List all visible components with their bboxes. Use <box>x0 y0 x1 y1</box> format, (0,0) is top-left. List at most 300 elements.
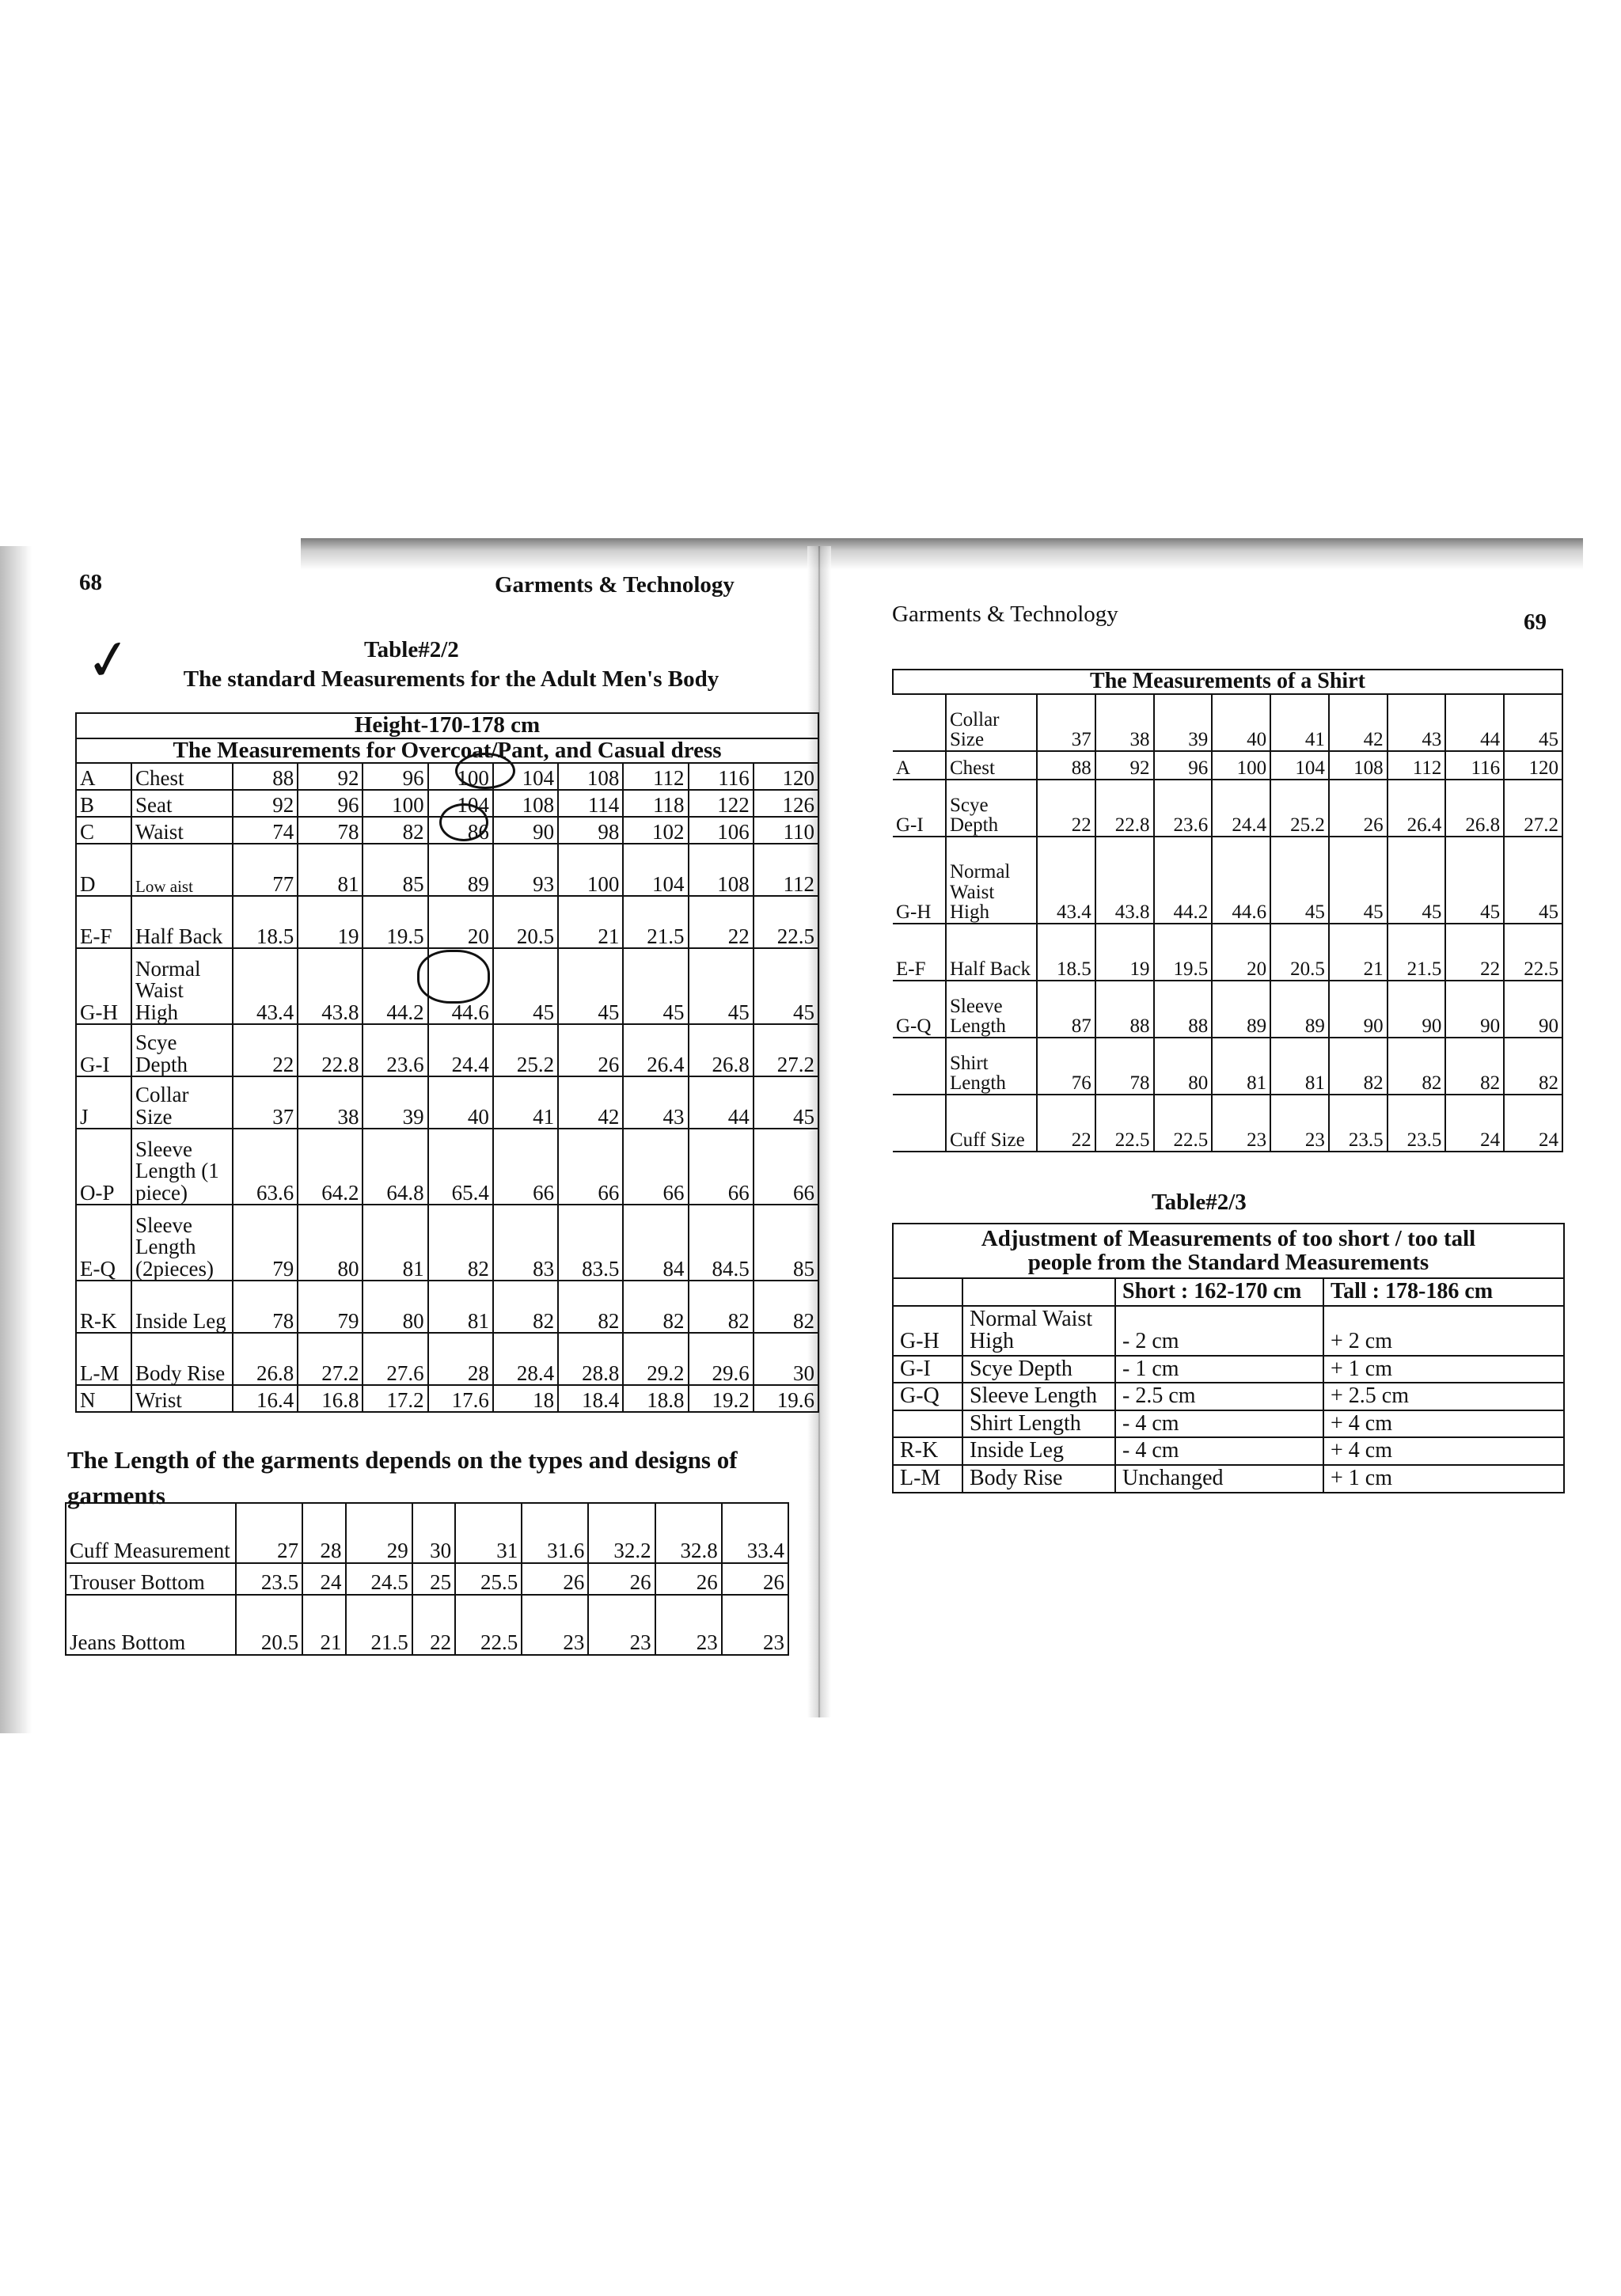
page-number: 69 <box>1524 609 1547 635</box>
table-title: The standard Measurements for the Adult Men's Body <box>183 666 719 692</box>
table-cell: 38 <box>1095 694 1154 751</box>
table-cell: 45 <box>1445 837 1504 924</box>
tall-adjustment: + 1 cm <box>1323 1465 1564 1493</box>
table-cell: 100 <box>1212 751 1270 780</box>
row-label: Sleeve Length <box>962 1383 1115 1410</box>
table-cell: 23.6 <box>363 1024 427 1076</box>
table-cell: 74 <box>233 817 298 844</box>
adj-table-title: Adjustment of Measurements of too short / too tall people from the Standard Measurements <box>893 1224 1564 1278</box>
table-cell: 18.8 <box>623 1385 688 1412</box>
scan-edge-shadow <box>0 546 32 1733</box>
table-row <box>76 1129 818 1205</box>
table-row <box>893 1437 1564 1465</box>
table-cell: 90 <box>1329 981 1388 1038</box>
table-cell: 45 <box>1388 837 1446 924</box>
table-row <box>66 1595 788 1655</box>
row-code: O-P <box>76 1129 131 1205</box>
row-code: D <box>76 844 131 896</box>
table-cell: 45 <box>1504 837 1562 924</box>
table-cell: 28.8 <box>558 1333 623 1385</box>
row-label: Collar Size <box>946 694 1037 751</box>
table-cell: 92 <box>233 790 298 817</box>
table-row <box>893 751 1562 780</box>
circle-annotation <box>455 753 515 789</box>
table-cell: 82 <box>1388 1038 1446 1095</box>
table-cell: 44.6 <box>1212 837 1270 924</box>
table-row <box>893 1356 1564 1383</box>
tall-adjustment: + 4 cm <box>1323 1437 1564 1465</box>
garment-length-table <box>65 1502 789 1656</box>
tall-adjustment: + 2.5 cm <box>1323 1383 1564 1410</box>
table-cell: 93 <box>493 844 558 896</box>
row-code <box>893 694 946 751</box>
table-cell: 31 <box>455 1503 522 1563</box>
table-cell: 114 <box>558 790 623 817</box>
table-cell: 32.8 <box>655 1503 722 1563</box>
table-cell: 84 <box>623 1205 688 1281</box>
table-cell: 22.5 <box>455 1595 522 1655</box>
row-code: E-F <box>76 896 131 948</box>
table-row <box>893 1306 1564 1356</box>
table-cell: 24 <box>302 1563 345 1595</box>
table-cell: 20.5 <box>1270 924 1329 981</box>
table-cell: 88 <box>1037 751 1095 780</box>
height-line: Height-170-178 cm <box>76 713 818 738</box>
running-head: Garments & Technology <box>495 572 735 598</box>
length-note: The Length of the garments depends on the types and designs of garments <box>67 1446 738 1509</box>
table-cell: 88 <box>233 763 298 790</box>
table-cell: 104 <box>428 790 493 817</box>
table-cell: 22 <box>689 896 754 948</box>
table-cell: 83 <box>493 1205 558 1281</box>
short-adjustment: - 1 cm <box>1115 1356 1323 1383</box>
table-cell: 21.5 <box>623 896 688 948</box>
table-cell: 43.4 <box>233 948 298 1024</box>
row-code: G-I <box>893 1356 962 1383</box>
row-label: Normal Waist High <box>131 948 233 1024</box>
table-row <box>893 837 1562 924</box>
table-cell: 26.8 <box>1445 780 1504 837</box>
table-cell: 88 <box>1095 981 1154 1038</box>
table-cell: 18.5 <box>1037 924 1095 981</box>
table-cell: 89 <box>1270 981 1329 1038</box>
table-cell: 104 <box>493 763 558 790</box>
table-cell: 66 <box>493 1129 558 1205</box>
table-cell: 42 <box>558 1076 623 1129</box>
table-cell: 29.6 <box>689 1333 754 1385</box>
row-code: R-K <box>76 1281 131 1333</box>
table-cell: 112 <box>754 844 818 896</box>
row-code: R-K <box>893 1437 962 1465</box>
table-cell: 45 <box>1270 837 1329 924</box>
table-cell: 23.5 <box>1388 1095 1446 1152</box>
row-label: Scye Depth <box>946 780 1037 837</box>
row-label: Trouser Bottom <box>66 1563 236 1595</box>
table-cell: 96 <box>363 763 427 790</box>
row-label: Seat <box>131 790 233 817</box>
table-cell: 31.6 <box>522 1503 588 1563</box>
table-cell: 23 <box>1212 1095 1270 1152</box>
table-cell: 25 <box>412 1563 455 1595</box>
table-cell: 23 <box>722 1595 788 1655</box>
table-cell: 21.5 <box>1388 924 1446 981</box>
table-cell: 27 <box>236 1503 302 1563</box>
row-code: L-M <box>893 1465 962 1493</box>
table-cell: 24.4 <box>428 1024 493 1076</box>
row-label: Scye Depth <box>962 1356 1115 1383</box>
table-cell: 26 <box>588 1563 655 1595</box>
table-row <box>76 1281 818 1333</box>
table-cell: 112 <box>1388 751 1446 780</box>
row-code: E-Q <box>76 1205 131 1281</box>
table-cell: 45 <box>558 948 623 1024</box>
short-adjustment: - 2 cm <box>1115 1306 1323 1356</box>
row-label: Shirt Length <box>946 1038 1037 1095</box>
table-label: Table#2/2 <box>364 637 459 662</box>
table-cell: 21.5 <box>346 1595 412 1655</box>
table-cell: 43 <box>1388 694 1446 751</box>
table-cell: 118 <box>623 790 688 817</box>
table-cell: 86 <box>428 817 493 844</box>
row-label: Scye Depth <box>131 1024 233 1076</box>
table-cell: 96 <box>298 790 363 817</box>
table-cell: 82 <box>689 1281 754 1333</box>
row-code: G-Q <box>893 981 946 1038</box>
row-code <box>893 1095 946 1152</box>
table-cell: 106 <box>689 817 754 844</box>
table-cell: 90 <box>1445 981 1504 1038</box>
table-cell: 44.6 <box>428 948 493 1024</box>
row-code: G-Q <box>893 1383 962 1410</box>
table-subtitle: The Measurements for Overcoat/Pant, and Casual dress <box>76 738 818 764</box>
row-code <box>893 1410 962 1438</box>
table-cell: 44 <box>1445 694 1504 751</box>
table-row <box>66 1503 788 1563</box>
table-cell: 120 <box>1504 751 1562 780</box>
table-cell: 45 <box>689 948 754 1024</box>
running-head: Garments & Technology <box>892 602 1118 627</box>
table-cell: 22 <box>1445 924 1504 981</box>
table-row <box>76 1385 818 1412</box>
table-cell: 22 <box>233 1024 298 1076</box>
table-cell: 43.8 <box>298 948 363 1024</box>
table-cell: 78 <box>1095 1038 1154 1095</box>
table-cell: 82 <box>428 1205 493 1281</box>
table-cell: 89 <box>428 844 493 896</box>
table-cell: 17.6 <box>428 1385 493 1412</box>
table-cell: 78 <box>298 817 363 844</box>
table-cell: 85 <box>363 844 427 896</box>
table-cell: 82 <box>623 1281 688 1333</box>
table-cell: 108 <box>1329 751 1388 780</box>
table-cell: 19 <box>298 896 363 948</box>
table-cell: 81 <box>363 1205 427 1281</box>
row-label: Inside Leg <box>131 1281 233 1333</box>
table-cell: 26 <box>558 1024 623 1076</box>
table-cell: 66 <box>689 1129 754 1205</box>
row-code: A <box>893 751 946 780</box>
table-cell: 26.4 <box>623 1024 688 1076</box>
table-cell: 22 <box>1037 780 1095 837</box>
table-cell: 28.4 <box>493 1333 558 1385</box>
row-code: N <box>76 1385 131 1412</box>
table-cell: 26 <box>522 1563 588 1595</box>
row-code <box>893 1038 946 1095</box>
table-cell: 23.6 <box>1154 780 1213 837</box>
table-cell: 66 <box>623 1129 688 1205</box>
table-cell: 112 <box>623 763 688 790</box>
table-cell: 45 <box>1329 837 1388 924</box>
table-cell: 19.2 <box>689 1385 754 1412</box>
table-cell: 80 <box>363 1281 427 1333</box>
table-cell: 98 <box>558 817 623 844</box>
table-cell: 79 <box>233 1205 298 1281</box>
table-cell: 24 <box>1445 1095 1504 1152</box>
table-cell: 22.5 <box>1154 1095 1213 1152</box>
row-label: Sleeve Length (1 piece) <box>131 1129 233 1205</box>
table-cell: 87 <box>1037 981 1095 1038</box>
table-cell: 45 <box>754 948 818 1024</box>
table-cell: 29.2 <box>623 1333 688 1385</box>
table-cell: 40 <box>428 1076 493 1129</box>
table-cell: 25.2 <box>1270 780 1329 837</box>
table-cell: 22.8 <box>1095 780 1154 837</box>
table-cell: 84.5 <box>689 1205 754 1281</box>
row-label: Normal Waist High <box>962 1306 1115 1356</box>
table-cell: 81 <box>298 844 363 896</box>
table-row <box>893 924 1562 981</box>
table-cell: 45 <box>623 948 688 1024</box>
table-cell: 80 <box>1154 1038 1213 1095</box>
table-cell: 22.8 <box>298 1024 363 1076</box>
row-label: Cuff Measurement <box>66 1503 236 1563</box>
tall-adjustment: + 4 cm <box>1323 1410 1564 1438</box>
table-row <box>76 896 818 948</box>
table-cell: 41 <box>1270 694 1329 751</box>
table-cell: 81 <box>428 1281 493 1333</box>
tall-adjustment: + 1 cm <box>1323 1356 1564 1383</box>
table-cell: 126 <box>754 790 818 817</box>
row-code: J <box>76 1076 131 1129</box>
table-cell: 85 <box>754 1205 818 1281</box>
table-cell: 16.4 <box>233 1385 298 1412</box>
table-cell: 25.5 <box>455 1563 522 1595</box>
table-cell: 23 <box>655 1595 722 1655</box>
row-label: Jeans Bottom <box>66 1595 236 1655</box>
table-cell: 21 <box>558 896 623 948</box>
table-cell: 30 <box>412 1503 455 1563</box>
table-cell: 116 <box>1445 751 1504 780</box>
table-cell: 45 <box>754 1076 818 1129</box>
row-label: Body Rise <box>962 1465 1115 1493</box>
table-cell: 100 <box>363 790 427 817</box>
row-label: Sleeve Length (2pieces) <box>131 1205 233 1281</box>
tall-adjustment: + 2 cm <box>1323 1306 1564 1356</box>
table-cell: 25.2 <box>493 1024 558 1076</box>
table-cell: 37 <box>233 1076 298 1129</box>
table-cell: 19 <box>1095 924 1154 981</box>
table-cell: 21 <box>1329 924 1388 981</box>
table-row <box>893 1383 1564 1410</box>
table-cell: 64.8 <box>363 1129 427 1205</box>
table-cell: 19.5 <box>363 896 427 948</box>
table-row <box>76 1076 818 1129</box>
table-cell: 42 <box>1329 694 1388 751</box>
table-cell: 45 <box>493 948 558 1024</box>
table-cell: 64.2 <box>298 1129 363 1205</box>
shirt-measurements-table <box>892 669 1563 1152</box>
table-cell: 82 <box>558 1281 623 1333</box>
page-number: 68 <box>79 570 102 595</box>
table-cell: 26 <box>722 1563 788 1595</box>
table-cell: 27.2 <box>298 1333 363 1385</box>
short-adjustment: - 2.5 cm <box>1115 1383 1323 1410</box>
table-cell: 100 <box>428 763 493 790</box>
table-cell: 22.5 <box>1095 1095 1154 1152</box>
row-label: Half Back <box>131 896 233 948</box>
table-cell: 41 <box>493 1076 558 1129</box>
table-cell: 28 <box>302 1503 345 1563</box>
row-code: B <box>76 790 131 817</box>
row-code: A <box>76 763 131 790</box>
table-cell: 18.4 <box>558 1385 623 1412</box>
table-cell: 23.5 <box>1329 1095 1388 1152</box>
row-label: Body Rise <box>131 1333 233 1385</box>
table-cell: 24 <box>1504 1095 1562 1152</box>
adj-table-label: Table#2/3 <box>1152 1190 1247 1215</box>
table-cell: 96 <box>1154 751 1213 780</box>
table-cell: 37 <box>1037 694 1095 751</box>
table-cell: 18 <box>493 1385 558 1412</box>
row-label: Wrist <box>131 1385 233 1412</box>
table-row <box>893 981 1562 1038</box>
table-cell: 78 <box>233 1281 298 1333</box>
table-cell: 92 <box>298 763 363 790</box>
table-cell: 43 <box>623 1076 688 1129</box>
table-cell: 24.5 <box>346 1563 412 1595</box>
table-cell: 21 <box>302 1595 345 1655</box>
table-row <box>893 780 1562 837</box>
table-cell: 88 <box>1154 981 1213 1038</box>
table-cell: 23.5 <box>236 1563 302 1595</box>
table-cell: 20 <box>1212 924 1270 981</box>
short-adjustment: Unchanged <box>1115 1465 1323 1493</box>
table-cell: 20.5 <box>236 1595 302 1655</box>
table-cell: 40 <box>1212 694 1270 751</box>
circle-annotation <box>417 950 490 1004</box>
row-code: E-F <box>893 924 946 981</box>
short-adjustment: - 4 cm <box>1115 1410 1323 1438</box>
table-cell: 38 <box>298 1076 363 1129</box>
table-cell: 19.6 <box>754 1385 818 1412</box>
table-cell: 32.2 <box>588 1503 655 1563</box>
table-row <box>76 1205 818 1281</box>
table-cell: 82 <box>363 817 427 844</box>
row-code: G-H <box>893 837 946 924</box>
table-cell: 108 <box>558 763 623 790</box>
table-cell: 19.5 <box>1154 924 1213 981</box>
table-row <box>76 1333 818 1385</box>
table-cell: 17.2 <box>363 1385 427 1412</box>
table-cell: 79 <box>298 1281 363 1333</box>
table-cell: 44.2 <box>1154 837 1213 924</box>
table-cell: 22 <box>412 1595 455 1655</box>
table-cell: 23 <box>1270 1095 1329 1152</box>
row-code: G-H <box>893 1306 962 1356</box>
table-cell: 76 <box>1037 1038 1095 1095</box>
table-cell: 20.5 <box>493 896 558 948</box>
table-cell: 82 <box>1504 1038 1562 1095</box>
table-cell: 82 <box>1445 1038 1504 1095</box>
row-label: Cuff Size <box>946 1095 1037 1152</box>
table-cell: 44 <box>689 1076 754 1129</box>
table-cell: 20 <box>428 896 493 948</box>
table-row <box>893 1465 1564 1493</box>
row-label: Chest <box>131 763 233 790</box>
table-cell: 82 <box>754 1281 818 1333</box>
table-cell: 39 <box>363 1076 427 1129</box>
table-cell: 16.8 <box>298 1385 363 1412</box>
table-cell: 77 <box>233 844 298 896</box>
table-row <box>893 1410 1564 1438</box>
table-cell: 26 <box>1329 780 1388 837</box>
table-cell: 30 <box>754 1333 818 1385</box>
table-cell: 66 <box>754 1129 818 1205</box>
table-cell: 18.5 <box>233 896 298 948</box>
row-label: Shirt Length <box>962 1410 1115 1438</box>
table-cell: 89 <box>1212 981 1270 1038</box>
table-cell: 26.8 <box>689 1024 754 1076</box>
table-cell: 27.6 <box>363 1333 427 1385</box>
right-page <box>819 550 1577 1698</box>
row-code: G-I <box>893 780 946 837</box>
table-cell: 39 <box>1154 694 1213 751</box>
row-label: Normal Waist High <box>946 837 1037 924</box>
table-cell: 23 <box>522 1595 588 1655</box>
table-cell: 90 <box>1388 981 1446 1038</box>
table-row <box>76 763 818 790</box>
table-cell: 120 <box>754 763 818 790</box>
table-cell: 82 <box>493 1281 558 1333</box>
table-row <box>893 694 1562 751</box>
table-cell: 122 <box>689 790 754 817</box>
table-cell: 110 <box>754 817 818 844</box>
check-mark-icon: ✓ <box>81 624 137 696</box>
table-cell: 83.5 <box>558 1205 623 1281</box>
row-code: C <box>76 817 131 844</box>
table-cell: 66 <box>558 1129 623 1205</box>
table-cell: 22.5 <box>1504 924 1562 981</box>
table-cell: 45 <box>1504 694 1562 751</box>
table-cell: 26.4 <box>1388 780 1446 837</box>
table-cell: 29 <box>346 1503 412 1563</box>
circle-annotation <box>439 803 488 841</box>
table-cell: 26 <box>655 1563 722 1595</box>
table-cell: 43.8 <box>1095 837 1154 924</box>
table-row <box>76 844 818 896</box>
table-row <box>893 1095 1562 1152</box>
row-code: G-I <box>76 1024 131 1076</box>
table-cell: 100 <box>558 844 623 896</box>
shirt-table-title: The Measurements of a Shirt <box>893 670 1562 694</box>
table-cell: 27.2 <box>1504 780 1562 837</box>
adjustment-table <box>892 1223 1565 1493</box>
row-label: Sleeve Length <box>946 981 1037 1038</box>
table-cell: 22 <box>1037 1095 1095 1152</box>
table-cell: 104 <box>623 844 688 896</box>
table-cell: 80 <box>298 1205 363 1281</box>
table-cell: 92 <box>1095 751 1154 780</box>
